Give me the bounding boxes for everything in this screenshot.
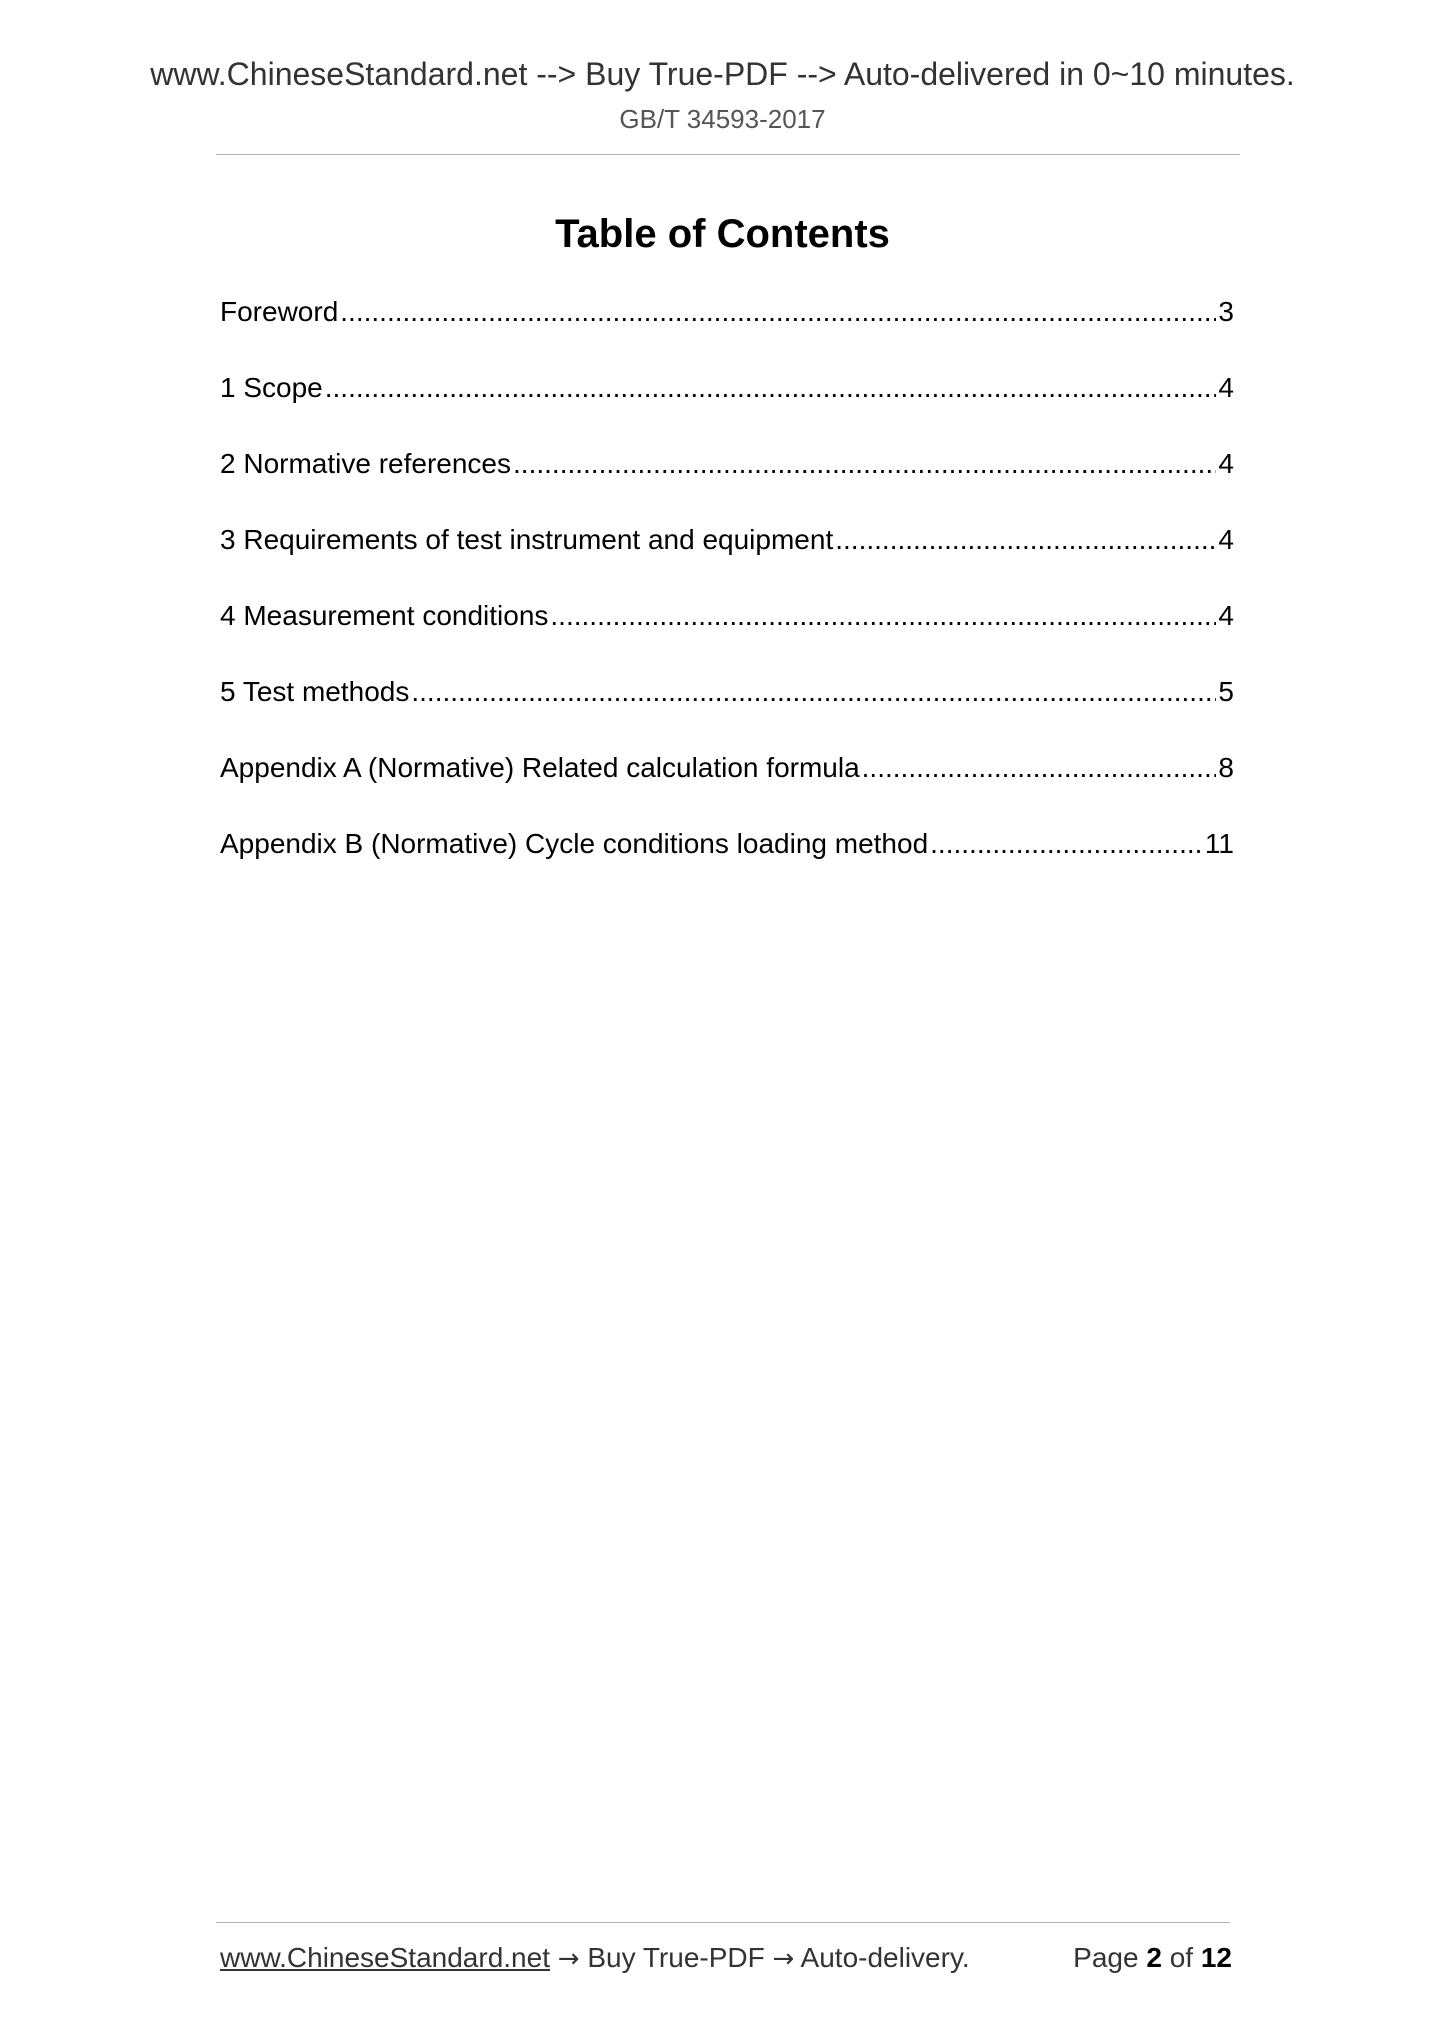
toc-entry-normative-references[interactable] <box>220 448 1234 524</box>
of-word: of <box>1169 1942 1194 1973</box>
toc-dot-leader <box>513 448 1216 480</box>
toc-entry-page: 4 <box>1218 448 1234 479</box>
toc-entry-foreword[interactable] <box>220 296 1234 372</box>
toc-entry-page: 4 <box>1218 600 1234 631</box>
toc-entry-label: Appendix A (Normative) Related calculation formula <box>220 752 860 783</box>
toc-dot-leader <box>550 600 1216 632</box>
page-footer <box>220 1942 1232 1974</box>
buy-text: Buy True-PDF <box>587 1942 765 1973</box>
toc-entry-test-methods[interactable] <box>220 676 1234 752</box>
toc-entry-requirements[interactable] <box>220 524 1234 600</box>
toc-entry-label: 1 Scope <box>220 372 323 403</box>
toc-entry-appendix-b[interactable] <box>220 828 1234 904</box>
toc-entry-label: 5 Test methods <box>220 676 410 707</box>
footer-divider <box>216 1922 1230 1923</box>
toc-title: Table of Contents <box>555 212 890 256</box>
toc-entry-appendix-a[interactable] <box>220 752 1234 828</box>
toc-entry-label: 3 Requirements of test instrument and equipment <box>220 524 834 555</box>
site-link[interactable]: www.ChineseStandard.net <box>220 1942 550 1973</box>
toc-dot-leader <box>411 676 1216 708</box>
page-number <box>1073 1942 1232 1974</box>
toc-dot-leader <box>835 524 1216 556</box>
toc-entry-page: 8 <box>1218 752 1234 783</box>
page-total: 12 <box>1200 1942 1232 1973</box>
page-word: Page <box>1073 1942 1139 1973</box>
footer-promo <box>220 1942 970 1974</box>
toc-dot-leader <box>862 752 1217 784</box>
toc-entry-label: 2 Normative references <box>220 448 512 479</box>
arrow-right-icon: → <box>557 1944 580 1974</box>
delivery-text: Auto-delivery. <box>800 1942 970 1973</box>
toc-entry-measurement-conditions[interactable] <box>220 600 1234 676</box>
toc-dot-leader <box>325 372 1217 404</box>
toc-entry-page: 5 <box>1218 676 1234 707</box>
toc-entry-label: Foreword <box>220 296 339 327</box>
toc-entry-label: Appendix B (Normative) Cycle conditions loading method <box>220 828 929 859</box>
toc-entry-page: 3 <box>1218 296 1234 327</box>
toc-dot-leader <box>340 296 1216 328</box>
header-promo-text: www.ChineseStandard.net --> Buy True-PDF --> Auto-delivered in 0~10 minutes. <box>150 56 1295 92</box>
toc-entry-page: 11 <box>1204 828 1234 859</box>
toc-entry-page: 4 <box>1218 372 1234 403</box>
header-divider <box>216 154 1240 155</box>
toc-entry-page: 4 <box>1218 524 1234 555</box>
arrow-right-icon: → <box>772 1944 795 1974</box>
page-current: 2 <box>1146 1942 1162 1973</box>
toc-dot-leader <box>930 828 1203 860</box>
standard-id: GB/T 34593-2017 <box>619 104 826 134</box>
toc-list <box>220 296 1234 904</box>
toc-entry-label: 4 Measurement conditions <box>220 600 549 631</box>
toc-entry-scope[interactable] <box>220 372 1234 448</box>
